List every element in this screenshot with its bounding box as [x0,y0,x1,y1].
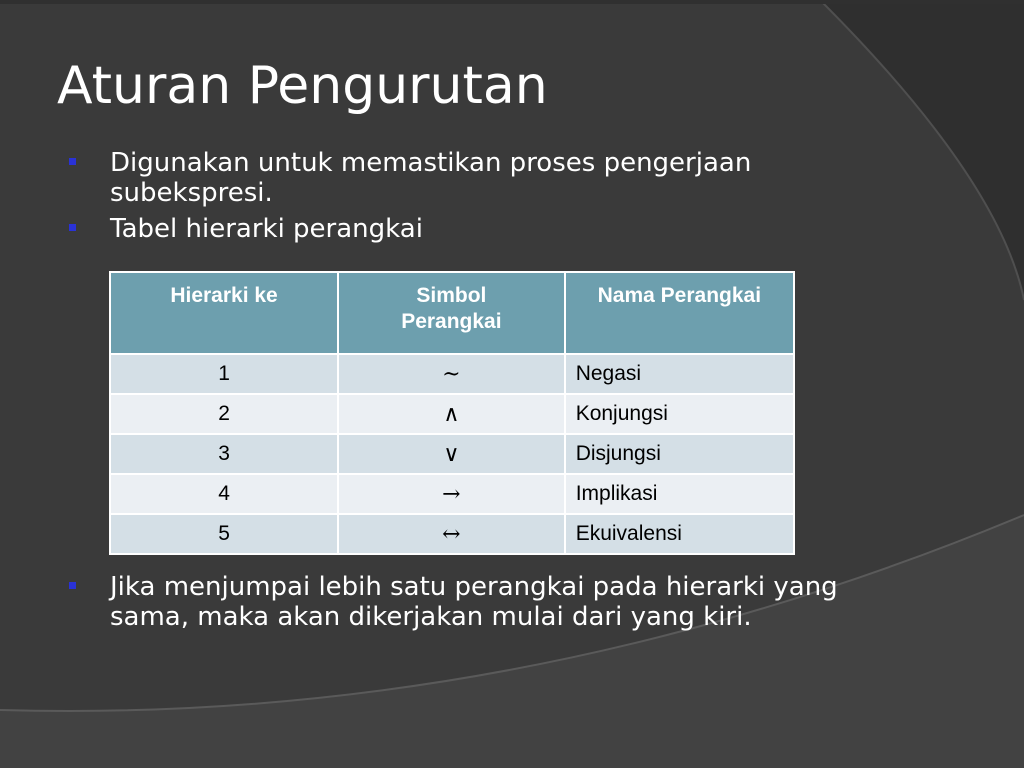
table-row [110,514,794,554]
name-cell: Disjungsi [565,434,794,474]
square-bullet-icon [69,224,76,231]
name-cell: Implikasi [565,474,794,514]
symbol-cell: ∧ [338,394,565,434]
name-cell: Konjungsi [565,394,794,434]
top-bullet-list [65,148,855,250]
header-hierarki: Hierarki ke [110,272,338,354]
header-simbol [338,272,565,354]
square-bullet-icon [69,158,76,165]
table-row [110,434,794,474]
rank-cell: 4 [110,474,338,514]
rank-cell: 3 [110,434,338,474]
name-cell: Ekuivalensi [565,514,794,554]
rank-cell: 1 [110,354,338,394]
square-bullet-icon [69,582,76,589]
bullet-text: Jika menjumpai lebih satu perangkai pada hierarki yang sama, maka akan dikerjakan mulai dari yang kiri. [110,572,838,632]
hierarchy-table [109,271,795,555]
bullet-text: Tabel hierarki perangkai [110,214,423,244]
symbol-cell: ~ [338,354,565,394]
table-row [110,474,794,514]
header-nama: Nama Perangkai [565,272,794,354]
bullet-item [65,572,855,632]
name-cell: Negasi [565,354,794,394]
symbol-cell: → [338,474,565,514]
table-row [110,394,794,434]
bullet-item [65,148,855,208]
table-header-row [110,272,794,354]
rank-cell: 2 [110,394,338,434]
bottom-bullet-list [65,572,855,638]
bullet-item [65,214,855,244]
header-simbol-label: Simbol Perangkai [401,284,502,333]
symbol-cell: ↔ [338,514,565,554]
rank-cell: 5 [110,514,338,554]
bullet-text: Digunakan untuk memastikan proses pengerjaan subekspresi. [110,148,752,208]
slide-title: Aturan Pengurutan [57,56,548,116]
table-row [110,354,794,394]
symbol-cell: ∨ [338,434,565,474]
